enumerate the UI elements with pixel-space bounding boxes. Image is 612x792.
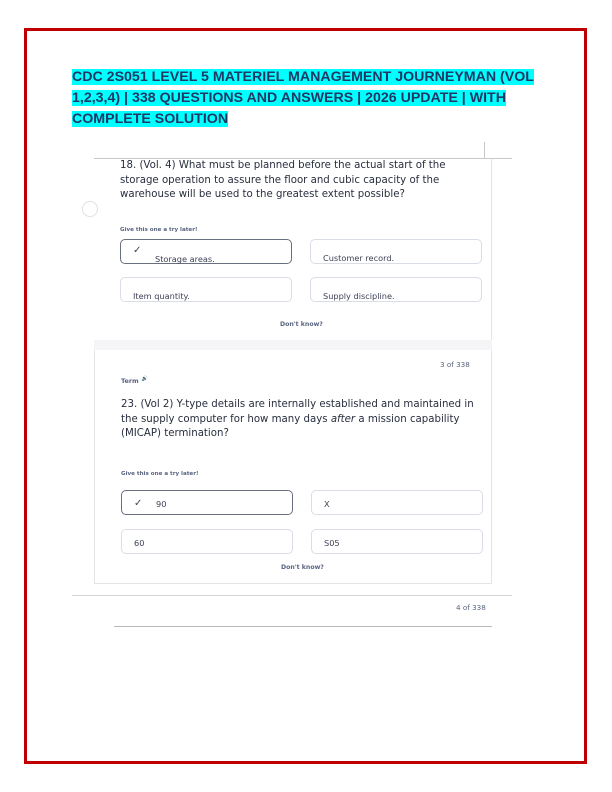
- card-counter: 4 of 338: [456, 603, 486, 612]
- answer-label: 90: [156, 499, 167, 509]
- try-later-hint[interactable]: Give this one a try later!: [120, 227, 198, 233]
- question-card-18: [94, 159, 492, 349]
- check-icon: ✓: [133, 245, 142, 256]
- answer-label: Storage areas.: [155, 254, 215, 264]
- document-title: CDC 2S051 LEVEL 5 MATERIEL MANAGEMENT JOURNEYMAN (VOL 1,2,3,4) | 338 QUESTIONS AND ANSWERS | 2026 UPDATE | WITH COMPLETE SOLUTION: [72, 69, 534, 127]
- flashcard-screenshot: [72, 140, 512, 630]
- answer-option-x[interactable]: [311, 490, 483, 515]
- question-text: 23. (Vol 2) Y-type details are internally established and maintained in the supply computer for how many days after a mission capability (MICAP) termination?: [121, 399, 474, 440]
- dont-know-link[interactable]: Don't know?: [281, 564, 324, 571]
- card-counter: 3 of 338: [440, 360, 470, 369]
- answer-option-customer-record[interactable]: [310, 239, 482, 264]
- divider: [72, 595, 512, 596]
- speaker-icon[interactable]: 🔊: [141, 376, 148, 382]
- answer-label: Supply discipline.: [323, 291, 395, 301]
- question-text: 18. (Vol. 4) What must be planned before the actual start of the storage operation to assure the floor and cubic capacity of the warehouse will be used to the greatest extent possible?: [120, 160, 446, 201]
- divider: [114, 626, 492, 627]
- answer-label: Customer record.: [323, 253, 395, 263]
- answer-option-90[interactable]: [121, 490, 293, 515]
- side-circle-decoration: [82, 201, 98, 217]
- try-later-hint[interactable]: Give this one a try later!: [121, 471, 199, 477]
- answer-label: Item quantity.: [133, 291, 190, 301]
- dont-know-link[interactable]: Don't know?: [280, 321, 323, 328]
- answer-label: 60: [134, 538, 145, 548]
- answer-label: X: [324, 499, 330, 509]
- term-label: Term 🔊: [121, 376, 148, 386]
- answer-option-60[interactable]: [121, 529, 293, 554]
- answer-option-item-quantity[interactable]: [120, 277, 292, 302]
- answer-option-supply-discipline[interactable]: [310, 277, 482, 302]
- answer-option-storage-areas[interactable]: [120, 239, 292, 264]
- divider: [484, 142, 485, 158]
- question-card-23: [94, 350, 492, 584]
- check-icon: ✓: [134, 498, 143, 509]
- answer-option-s05[interactable]: [311, 529, 483, 554]
- answer-label: S05: [324, 538, 340, 548]
